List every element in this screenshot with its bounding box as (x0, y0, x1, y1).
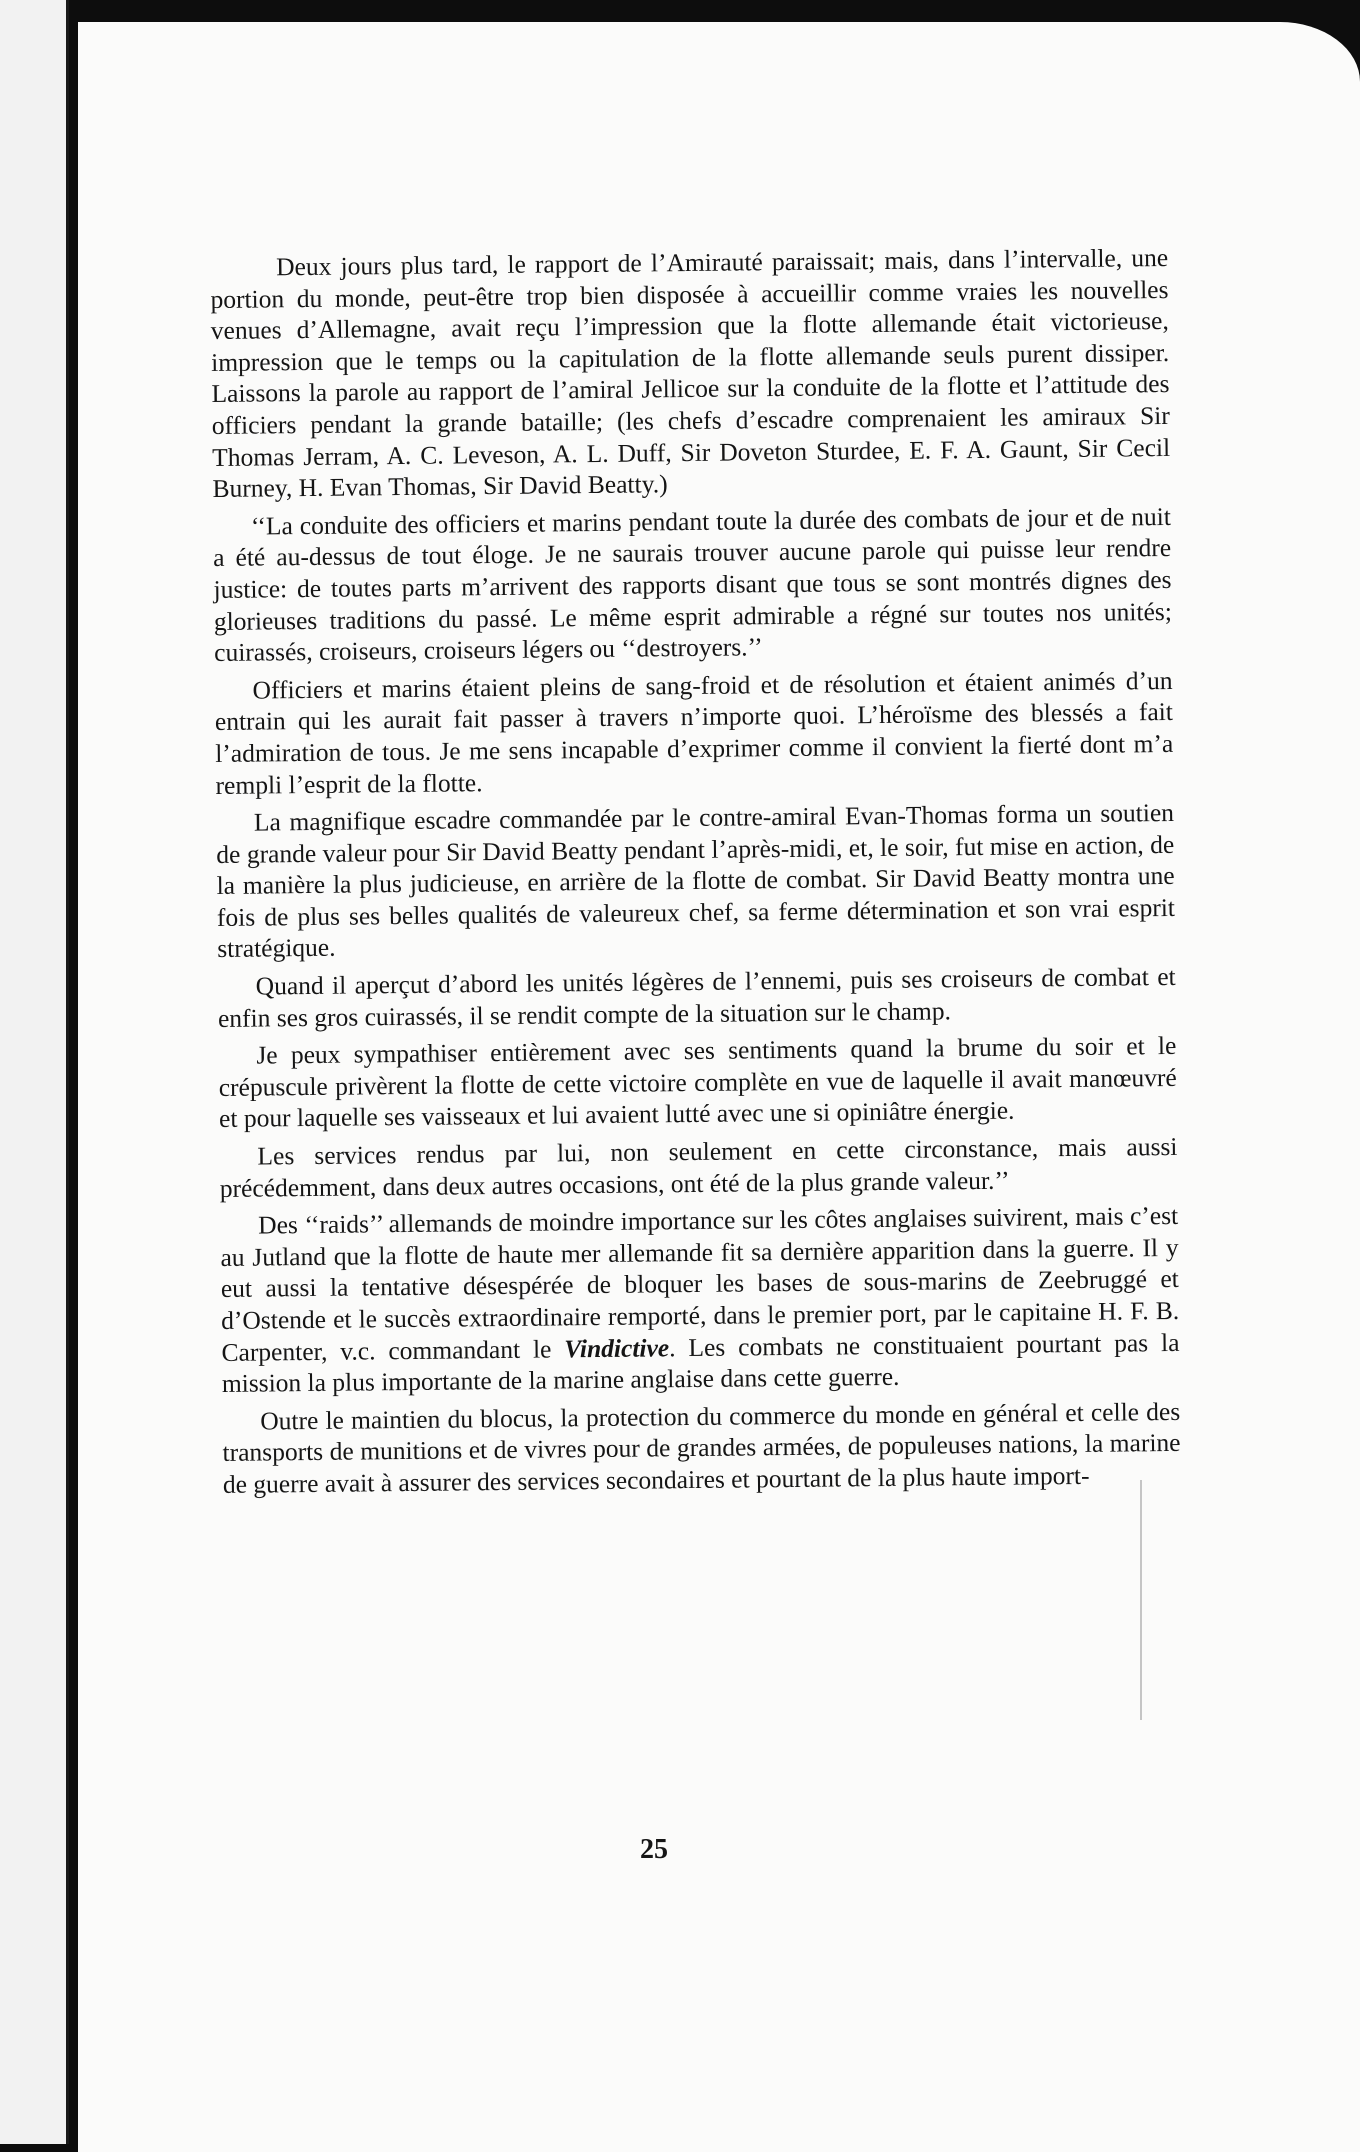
paragraph-7: Les services rendus par lui, non seulement en cette circonstance, mais aussi précédemment, dans deux autres occasions, ont été de la plus grande valeur.’’ (219, 1131, 1178, 1203)
scan-artifact-line (1140, 1480, 1142, 1720)
page-number: 25 (640, 1834, 668, 1865)
paragraph-6: Je peux sympathiser entièrement avec ses sentiments quand la brume du soir et le crépuscule privèrent la flotte de cette victoire complète en vue de laquelle il avait manœuvré et pour laquelle ses vaisseaux et lui avaient lutté avec une si opiniâtre énergie. (218, 1031, 1177, 1134)
paragraph-3: Officiers et marins étaient pleins de sang-froid et de résolution et étaient animés d’un entrain qui les aurait fait passer à travers n’importe quoi. L’héroïsme des blessés a fait l’admiration de tous. Je me sens incapable d’exprimer comme il convient la fierté dont m’a rempli l’esprit de la flotte. (214, 665, 1174, 800)
paragraph-2: ‘‘La conduite des officiers et marins pendant toute la durée des combats de jour et de nuit a été au-dessus de tout éloge. Je ne saurais trouver aucune parole qui puisse leur rendre justice: de toutes parts m’arrivent des rapports disant que tous se sont montrés dignes des glorieuses traditions du passé. Le même esprit admirable a régné sur toutes nos unités; cuirassés, croiseurs, croiseurs légers ou ‘‘destroyers.’’ (213, 501, 1172, 668)
ship-name-italic: Vindictive (564, 1332, 670, 1363)
paragraph-1: Deux jours plus tard, le rapport de l’Amirauté paraissait; mais, dans l’intervalle, une portion du monde, peut-être trop bien disposée à accueillir comme vraies les nouvelles venues d’Allemagne, avait reçu l’impression que la flotte allemande était victorieuse, impression que le temps ou la capitulation de la flotte allemande seuls purent dissiper. Laissons la parole au rapport de l’amiral Jellicoe sur la conduite de la flotte et l’attitude des officiers pendant la grande bataille; (les chefs d’escadre comprenaient les amiraux Sir Thomas Jerram, A. C. Leveson, A. L. Duff, Sir Doveton Sturdee, E. F. A. Gaunt, Sir Cecil Burney, H. Evan Thomas, Sir David Beatty.) (210, 242, 1171, 504)
facing-page-edge (0, 0, 69, 2144)
paragraph-9: Outre le maintien du blocus, la protection du commerce du monde en général et celle des transports de munitions et de vivres pour de grandes armées, de populeuses nations, la marine de guerre avait à assurer des services secondaires et pourtant de la plus haute import- (222, 1396, 1181, 1499)
paragraph-5: Quand il aperçut d’abord les unités légères de l’ennemi, puis ses croiseurs de combat et enfin ses gros cuirassés, il se rendit compte de la situation sur le champ. (217, 961, 1176, 1033)
paragraph-8: Des ‘‘raids’’ allemands de moindre importance sur les côtes anglaises suivirent, mais c’est au Jutland que la flotte de haute mer allemande fit sa dernière apparition dans la guerre. Il y eut aussi la tentative désespérée de bloquer les bases de sous-marins de Zeebruggé et d’Ostende et le succès extraordinaire remporté, dans le premier port, par le capitaine H. F. B. Carpenter, v.c. commandant le Vindictive. Les combats ne constituaient pourtant pas la mission la plus importante de la marine anglaise dans cette guerre. (220, 1201, 1180, 1399)
body-text (210, 242, 1181, 1507)
paragraph-4: La magnifique escadre commandée par le contre-amiral Evan-Thomas forma un soutien de grande valeur pour Sir David Beatty pendant l’après-midi, et, le soir, fut mise en action, de la manière la plus judicieuse, en arrière de la flotte de combat. Sir David Beatty montra une fois de plus ses belles qualités de valeureux chef, sa ferme détermination et son vrai esprit stratégique. (216, 798, 1176, 964)
